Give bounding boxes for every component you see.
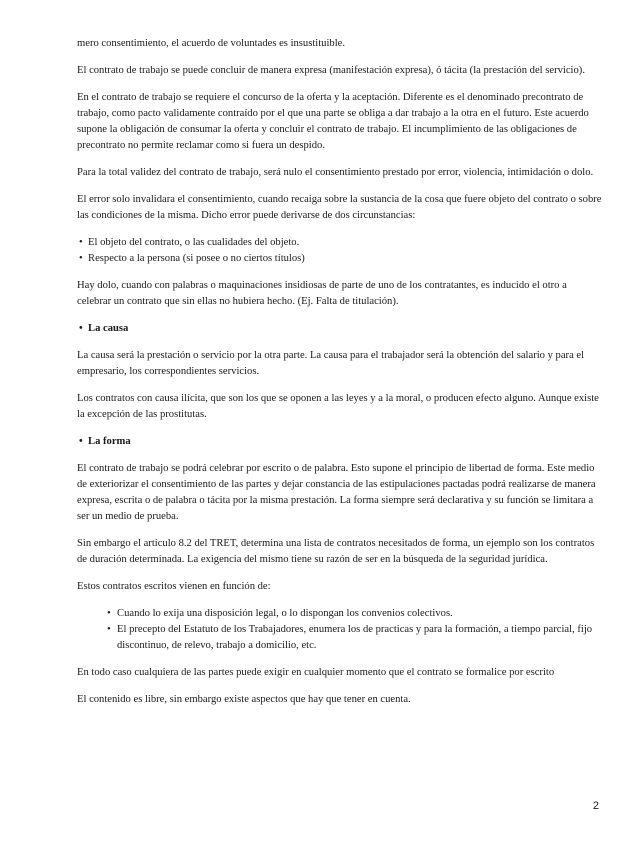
list-item: • El precepto del Estatuto de los Trabajadores, enumera los de practicas y para la formación, a tiempo parcial, fijo discontinuo, de relevo, trabajo a domicilio, etc. (105, 622, 603, 654)
document-page (77, 36, 603, 719)
section-heading-causa: • La causa (77, 321, 603, 337)
paragraph: En el contrato de trabajo se requiere el concurso de la oferta y la aceptación. Diferente es el denominado precontrato de trabajo, como pacto validamente contraído por el que una parte se obliga a dar trabajo a la otra en el futuro. Este acuerdo supone la obligación de consumar la oferta y concluir el contrato de trabajo. El incumplimiento de las obligaciones de precontrato no permite reclamar como si fuera un despido. (77, 92, 589, 151)
paragraph: El contenido es libre, sin embargo existe aspectos que hay que tener en cuenta. (77, 694, 411, 705)
list-item: • Cuando lo exija una disposición legal, o lo dispongan los convenios colectivos. (105, 606, 603, 622)
paragraph: Los contratos con causa ilícita, que son los que se oponen a las leyes y a la moral, o producen efecto alguno. Aunque existe la excepción de las prostitutas. (77, 393, 599, 420)
paragraph: mero consentimiento, el acuerdo de voluntades es insustituible. (77, 38, 346, 49)
forma-conditions-list (105, 606, 603, 654)
paragraph: El contrato de trabajo se puede concluir de manera expresa (manifestación expresa), ó tácita (la prestación del servicio). (77, 65, 585, 76)
paragraph: Hay dolo, cuando con palabras o maquinaciones insidiosas de parte de uno de los contratantes, es inducido el otro a celebrar un contrato que sin ellas no hubiera hecho. (Ej. Falta de titulación). (77, 280, 567, 307)
section-heading-forma: • La forma (77, 434, 603, 450)
page-number: 2 (592, 800, 599, 812)
paragraph: En todo caso cualquiera de las partes puede exigir en cualquier momento que el contrato se formalice por escrito (77, 667, 555, 678)
error-circumstances-list (77, 235, 603, 267)
paragraph: El contrato de trabajo se podrá celebrar por escrito o de palabra. Esto supone el principio de libertad de forma. Este medio de exteriorizar el consentimiento de las partes y dejar constancia de las estipulaciones pactadas podrá realizarse de manera expresa, escrita o de palabra o tácita por la misma prestación. La forma siempre será declarativa y su función se limitara a ser un medio de prueba. (77, 463, 596, 522)
paragraph: Para la total validez del contrato de trabajo, será nulo el consentimiento prestado por error, violencia, intimidación o dolo. (77, 167, 594, 178)
list-item: • Respecto a la persona (si posee o no ciertos títulos) (77, 251, 603, 267)
paragraph: Sin embargo el articulo 8.2 del TRET, determina una lista de contratos necesitados de forma, un ejemplo son los contratos de duración determinada. La exigencia del mismo tiene su razón de ser en la búsqueda de la seguridad jurídica. (77, 538, 595, 565)
paragraph: La causa será la prestación o servicio por la otra parte. La causa para el trabajador será la obtención del salario y para el empresario, los correspondientes servicios. (77, 350, 585, 377)
paragraph: El error solo invalidara el consentimiento, cuando recaiga sobre la sustancia de la cosa que fuere objeto del contrato o sobre las condiciones de la misma. Dicho error puede derivarse de dos circunstancias: (77, 194, 602, 221)
paragraph: Estos contratos escritos vienen en función de: (77, 581, 271, 592)
list-item: • El objeto del contrato, o las cualidades del objeto. (77, 235, 603, 251)
